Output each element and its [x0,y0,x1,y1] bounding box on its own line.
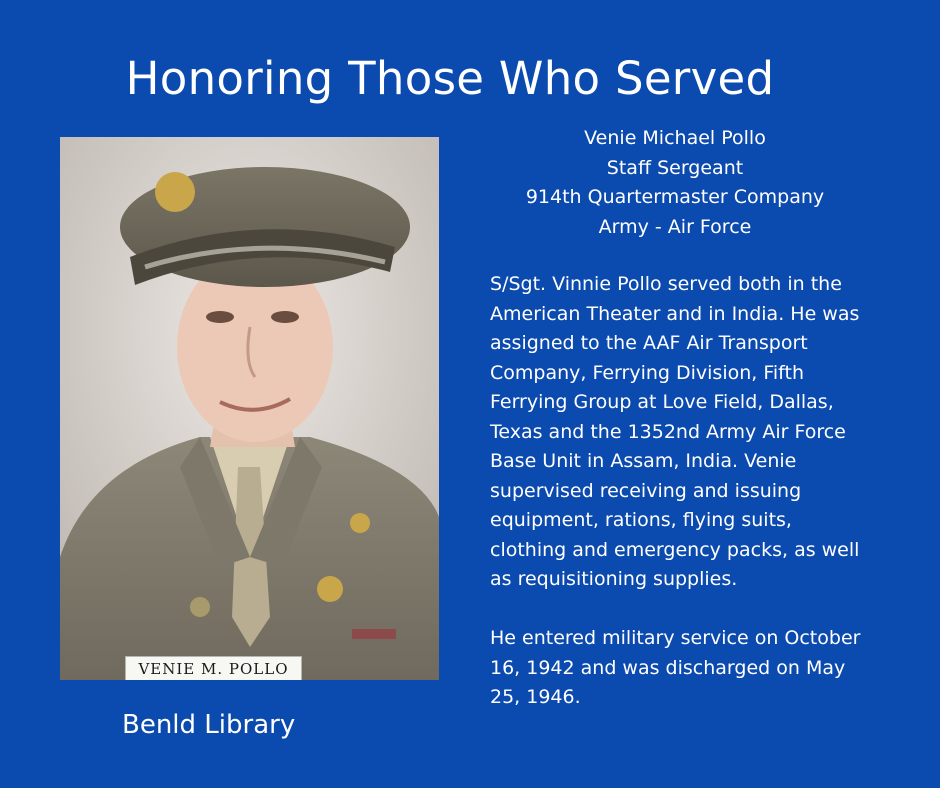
veteran-unit: 914th Quartermaster Company [525,186,825,208]
page-title: Honoring Those Who Served [125,52,775,105]
photo-nameplate: VENIE M. POLLO [125,656,302,680]
biography-paragraph-1: S/Sgt. Vinnie Pollo served both in the American Theater and in India. He was assigned to the AAF Air Transport Company, Ferrying Division, Fifth Ferrying Group at Love Field, Dallas, Texas and the 1352nd Army Air Force Base Unit in Assam, India. Venie supervised receiving and issuing equipment, rations, flying suits, clothing and emergency packs, as well as requisitioning supplies. [490,273,860,590]
veteran-header [490,124,860,242]
portrait-illustration [60,137,439,680]
biography-paragraph-2: He entered military service on October 16, 1942 and was discharged on May 25, 1946. [490,627,861,708]
veteran-rank: Staff Sergeant [606,156,744,179]
veteran-branch: Army - Air Force [598,215,752,238]
veteran-name: Venie Michael Pollo [584,127,766,149]
library-credit: Benld Library [122,710,296,740]
veteran-portrait [60,137,439,680]
biography [490,270,870,713]
